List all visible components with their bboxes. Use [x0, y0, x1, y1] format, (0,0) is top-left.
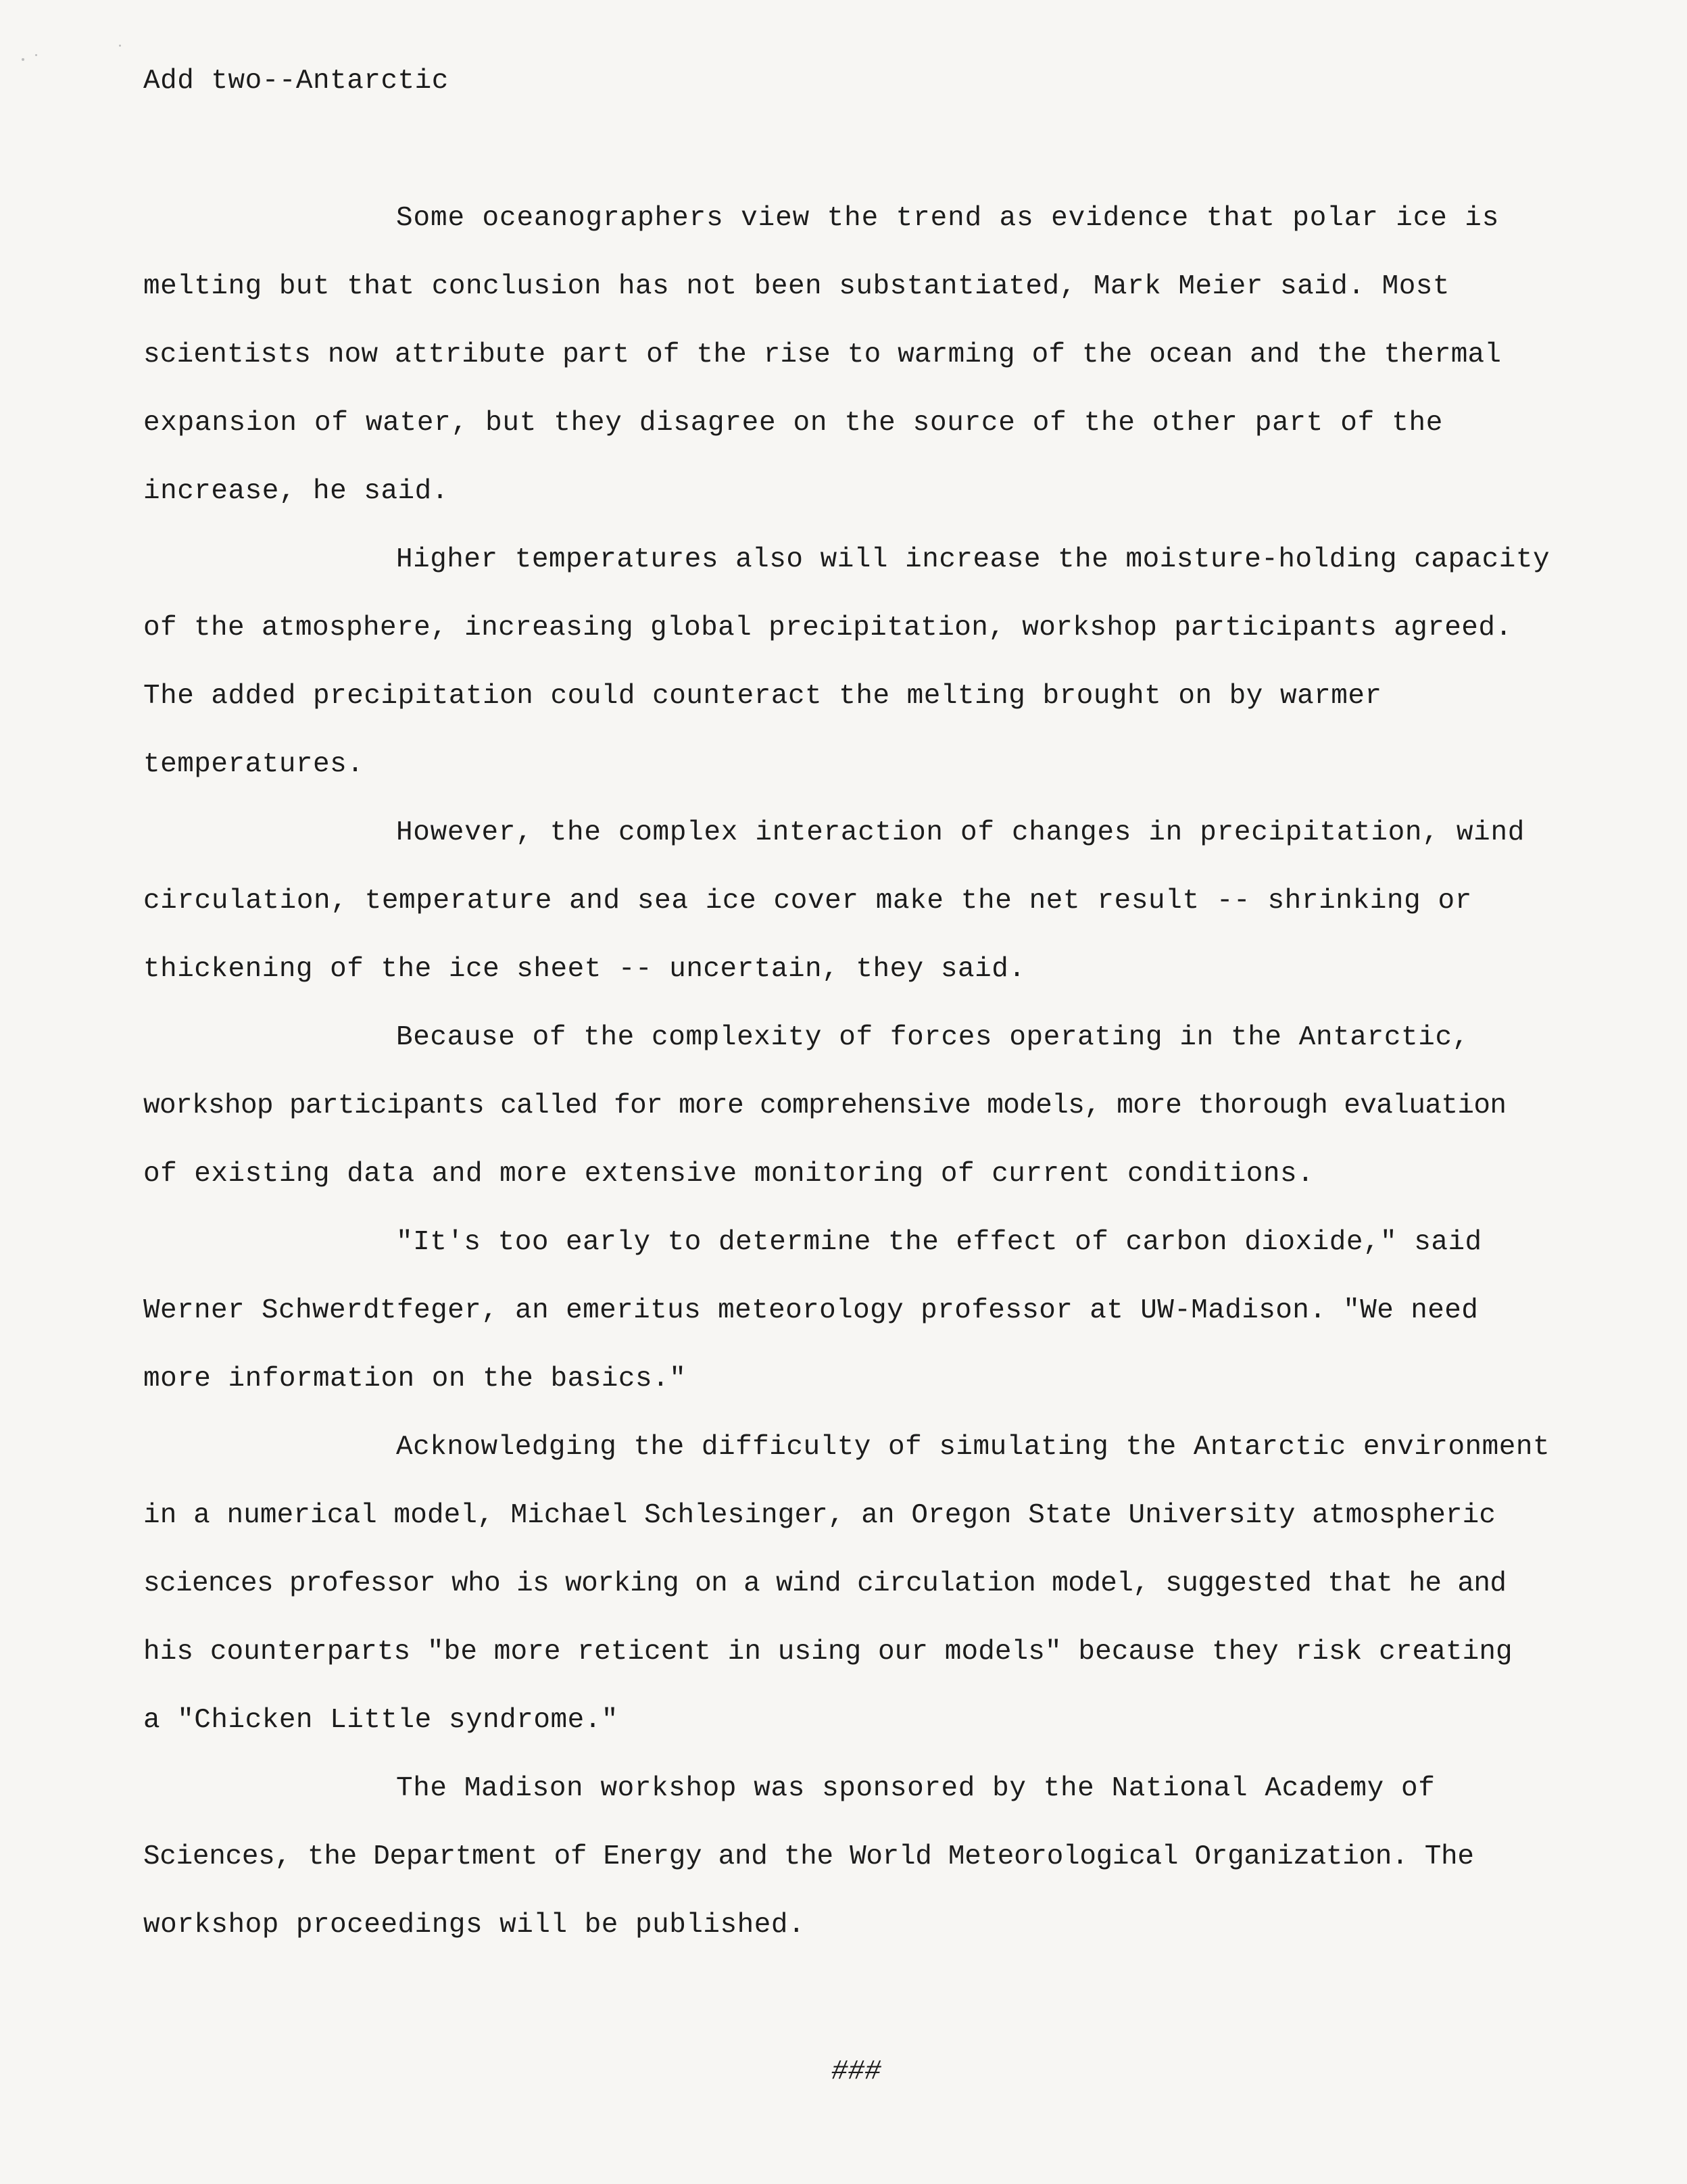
text-line: in a numerical model, Michael Schlesinger, an Oregon State University atmospheric [143, 1500, 1496, 1531]
text-line: temperatures. [143, 749, 364, 780]
text-line: expansion of water, but they disagree on the source of the other part of the [143, 408, 1444, 439]
text-line: workshop proceedings will be published. [143, 1910, 806, 1941]
page-slug: Add two--Antarctic [143, 66, 449, 97]
text-line: scientists now attribute part of the rise to warming of the ocean and the thermal [143, 339, 1502, 370]
text-line: of existing data and more extensive monitoring of current conditions. [143, 1159, 1315, 1190]
text-line: sciences professor who is working on a wind circulation model, suggested that he and [143, 1568, 1507, 1599]
text-line: of the atmosphere, increasing global precipitation, workshop participants agreed. [143, 612, 1513, 644]
text-line: The added precipitation could counteract the melting brought on by warmer [143, 681, 1382, 712]
text-line: melting but that conclusion has not been substantiated, Mark Meier said. Most [143, 271, 1450, 302]
text-line: a "Chicken Little syndrome." [143, 1705, 618, 1736]
end-mark: ### [831, 2056, 881, 2087]
text-line: increase, he said. [143, 476, 449, 507]
text-line: thickening of the ice sheet -- uncertain, they said. [143, 954, 1026, 985]
text-line: Because of the complexity of forces operating in the Antarctic, [396, 1022, 1469, 1053]
text-line: Acknowledging the difficulty of simulating the Antarctic environment [396, 1432, 1550, 1463]
text-line: Higher temperatures also will increase the moisture-holding capacity [396, 544, 1550, 575]
text-line: circulation, temperature and sea ice cover make the net result -- shrinking or [143, 885, 1472, 917]
paper-speck [22, 58, 24, 61]
text-line: Sciences, the Department of Energy and the World Meteorological Organization. The [143, 1841, 1474, 1872]
text-line: more information on the basics." [143, 1363, 687, 1394]
text-line: workshop participants called for more comprehensive models, more thorough evaluation [143, 1090, 1507, 1121]
text-line: his counterparts "be more reticent in using our models" because they risk creating [143, 1636, 1513, 1668]
text-line: "It's too early to determine the effect of carbon dioxide," said [396, 1227, 1482, 1258]
text-line: Werner Schwerdtfeger, an emeritus meteorology professor at UW-Madison. "We need [143, 1295, 1479, 1326]
paper-speck [119, 45, 121, 47]
paper-speck [35, 54, 37, 56]
text-line: However, the complex interaction of changes in precipitation, wind [396, 817, 1525, 848]
text-line: The Madison workshop was sponsored by the National Academy of [396, 1773, 1436, 1804]
text-line: Some oceanographers view the trend as evidence that polar ice is [396, 203, 1500, 234]
